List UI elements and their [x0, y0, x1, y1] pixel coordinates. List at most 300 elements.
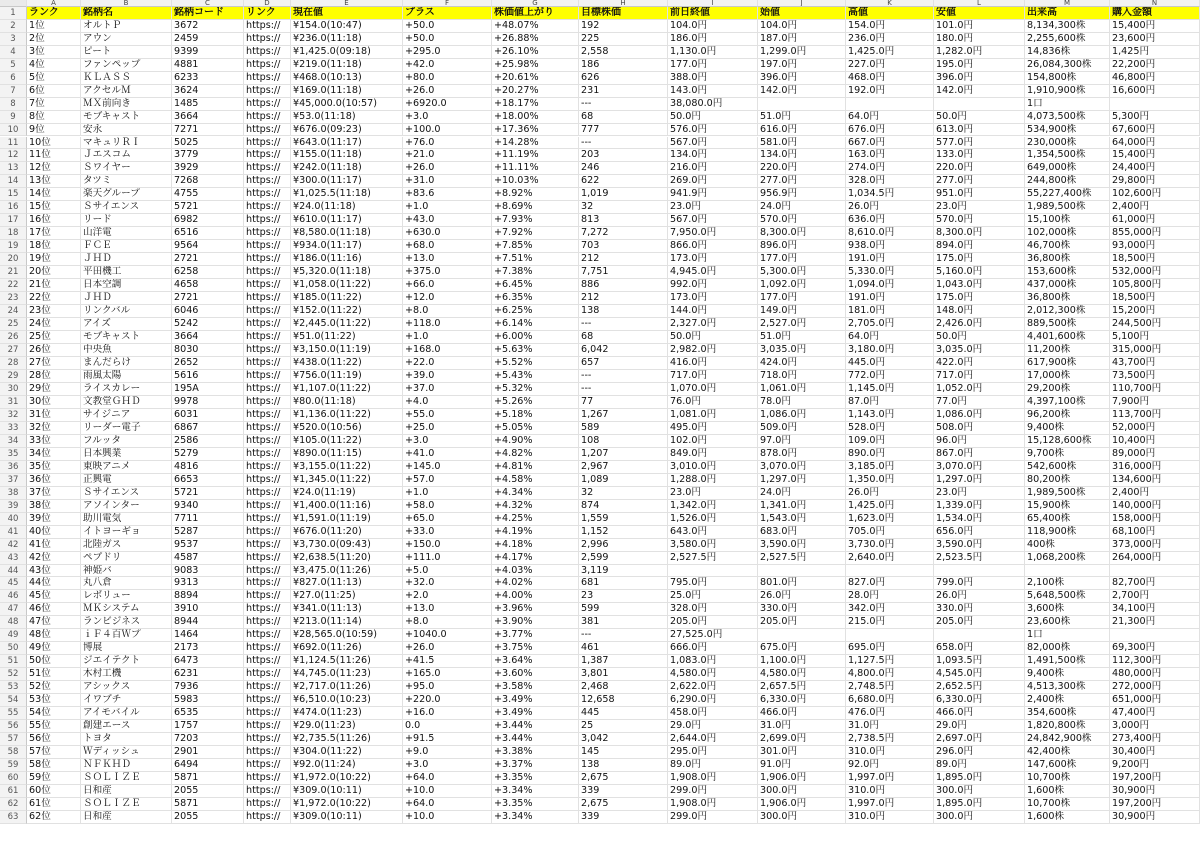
cell-j[interactable]: 6,330.0円 [758, 694, 846, 707]
cell-d[interactable]: https:// [244, 500, 291, 513]
cell-j[interactable]: 1,906.0円 [758, 772, 846, 785]
cell-a[interactable]: 21位 [27, 279, 81, 292]
cell-g[interactable]: +10.03% [492, 175, 579, 188]
cell-f[interactable]: +165.0 [403, 668, 492, 681]
cell-l[interactable]: 300.0円 [934, 785, 1025, 798]
cell-b[interactable]: 日和産 [81, 785, 172, 798]
row-number[interactable]: 1 [0, 7, 27, 20]
cell-b[interactable]: ランビジネス [81, 616, 172, 629]
cell-h[interactable]: 7,751 [579, 266, 668, 279]
row-number[interactable]: 38 [0, 487, 27, 500]
cell-h[interactable]: 445 [579, 707, 668, 720]
cell-e[interactable]: ¥692.0(11:26) [291, 642, 403, 655]
cell-d[interactable]: https:// [244, 370, 291, 383]
cell-f[interactable]: +375.0 [403, 266, 492, 279]
cell-d[interactable]: https:// [244, 513, 291, 526]
cell-a[interactable]: 59位 [27, 772, 81, 785]
cell-k[interactable]: 227.0円 [846, 59, 934, 72]
cell-i[interactable] [668, 565, 758, 578]
cell-g[interactable]: +4.82% [492, 448, 579, 461]
cell-d[interactable]: https:// [244, 603, 291, 616]
cell-j[interactable]: 2,699.0円 [758, 733, 846, 746]
cell-a[interactable]: 41位 [27, 539, 81, 552]
cell-k[interactable] [846, 98, 934, 111]
cell-e[interactable]: ¥242.0(11:18) [291, 162, 403, 175]
cell-b[interactable]: 正興電 [81, 474, 172, 487]
cell-i[interactable]: 416.0円 [668, 357, 758, 370]
cell-l[interactable]: 508.0円 [934, 422, 1025, 435]
cell-k[interactable]: 445.0円 [846, 357, 934, 370]
cell-c[interactable]: 9537 [172, 539, 244, 552]
cell-l[interactable]: 5,160.0円 [934, 266, 1025, 279]
cell-c[interactable]: 7271 [172, 124, 244, 137]
cell-a[interactable]: 31位 [27, 409, 81, 422]
cell-c[interactable]: 6231 [172, 668, 244, 681]
cell-c[interactable]: 4587 [172, 552, 244, 565]
cell-k[interactable] [846, 629, 934, 642]
cell-g[interactable]: +5.43% [492, 370, 579, 383]
cell-h[interactable]: 145 [579, 746, 668, 759]
cell-n[interactable] [1110, 98, 1200, 111]
cell-m[interactable]: 1,600株 [1025, 811, 1110, 824]
cell-e[interactable]: ¥1,400.0(11:16) [291, 500, 403, 513]
cell-n[interactable]: 52,000円 [1110, 422, 1200, 435]
cell-m[interactable]: 26,084,300株 [1025, 59, 1110, 72]
cell-k[interactable]: 310.0円 [846, 785, 934, 798]
cell-l[interactable]: 613.0円 [934, 124, 1025, 137]
cell-m[interactable]: 2,012,300株 [1025, 305, 1110, 318]
cell-i[interactable]: 388.0円 [668, 72, 758, 85]
column-header-g[interactable]: G [492, 0, 579, 7]
cell-f[interactable]: +118.0 [403, 318, 492, 331]
cell-m[interactable]: 4,073,500株 [1025, 111, 1110, 124]
cell-h[interactable]: 599 [579, 603, 668, 616]
cell-g[interactable]: +4.02% [492, 577, 579, 590]
cell-g[interactable]: +4.25% [492, 513, 579, 526]
row-number[interactable]: 29 [0, 370, 27, 383]
cell-i[interactable]: 1,070.0円 [668, 383, 758, 396]
cell-d[interactable]: https:// [244, 448, 291, 461]
cell-j[interactable]: 3,590.0円 [758, 539, 846, 552]
cell-c[interactable]: 4881 [172, 59, 244, 72]
cell-k[interactable]: 1,623.0円 [846, 513, 934, 526]
cell-n[interactable]: 82,700円 [1110, 577, 1200, 590]
cell-f[interactable]: +58.0 [403, 500, 492, 513]
cell-j[interactable]: 149.0円 [758, 305, 846, 318]
cell-d[interactable]: https:// [244, 539, 291, 552]
cell-c[interactable]: 3672 [172, 20, 244, 33]
column-title-e[interactable]: 現在値 [291, 7, 403, 20]
cell-m[interactable]: 42,400株 [1025, 746, 1110, 759]
row-number[interactable]: 17 [0, 214, 27, 227]
cell-c[interactable]: 3910 [172, 603, 244, 616]
cell-c[interactable]: 8894 [172, 590, 244, 603]
cell-m[interactable]: 437,000株 [1025, 279, 1110, 292]
cell-f[interactable]: +95.0 [403, 681, 492, 694]
cell-g[interactable]: +3.49% [492, 707, 579, 720]
cell-c[interactable]: 8030 [172, 344, 244, 357]
cell-m[interactable]: 5,648,500株 [1025, 590, 1110, 603]
cell-f[interactable]: +168.0 [403, 344, 492, 357]
cell-j[interactable]: 424.0円 [758, 357, 846, 370]
cell-l[interactable]: 1,086.0円 [934, 409, 1025, 422]
cell-i[interactable]: 2,622.0円 [668, 681, 758, 694]
row-number[interactable]: 55 [0, 707, 27, 720]
cell-c[interactable]: 5721 [172, 487, 244, 500]
row-number[interactable]: 4 [0, 46, 27, 59]
row-number[interactable]: 46 [0, 590, 27, 603]
cell-c[interactable]: 2173 [172, 642, 244, 655]
cell-i[interactable]: 643.0円 [668, 526, 758, 539]
cell-i[interactable]: 102.0円 [668, 435, 758, 448]
cell-e[interactable]: ¥80.0(11:18) [291, 396, 403, 409]
row-number[interactable]: 63 [0, 811, 27, 824]
cell-m[interactable]: 1,068,200株 [1025, 552, 1110, 565]
cell-l[interactable]: 1,339.0円 [934, 500, 1025, 513]
cell-a[interactable]: 22位 [27, 292, 81, 305]
cell-k[interactable]: 8,610.0円 [846, 227, 934, 240]
column-title-k[interactable]: 高値 [846, 7, 934, 20]
cell-b[interactable]: Ｓワイヤー [81, 162, 172, 175]
cell-f[interactable]: +55.0 [403, 409, 492, 422]
cell-d[interactable]: https:// [244, 20, 291, 33]
cell-k[interactable]: 667.0円 [846, 137, 934, 150]
cell-e[interactable]: ¥1,107.0(11:22) [291, 383, 403, 396]
cell-i[interactable]: 27,525.0円 [668, 629, 758, 642]
cell-e[interactable]: ¥152.0(11:22) [291, 305, 403, 318]
cell-l[interactable] [934, 629, 1025, 642]
cell-g[interactable]: +3.90% [492, 616, 579, 629]
cell-i[interactable]: 567.0円 [668, 214, 758, 227]
row-number[interactable]: 62 [0, 798, 27, 811]
cell-l[interactable]: 50.0円 [934, 111, 1025, 124]
cell-k[interactable]: 938.0円 [846, 240, 934, 253]
column-title-n[interactable]: 購入金額 [1110, 7, 1200, 20]
cell-a[interactable]: 47位 [27, 616, 81, 629]
row-number[interactable]: 53 [0, 681, 27, 694]
cell-a[interactable]: 50位 [27, 655, 81, 668]
row-number[interactable]: 25 [0, 318, 27, 331]
cell-l[interactable]: 205.0円 [934, 616, 1025, 629]
cell-c[interactable]: 5025 [172, 137, 244, 150]
cell-b[interactable]: アイズ [81, 318, 172, 331]
cell-i[interactable]: 143.0円 [668, 85, 758, 98]
cell-e[interactable]: ¥24.0(11:18) [291, 201, 403, 214]
cell-b[interactable]: アシックス [81, 681, 172, 694]
cell-a[interactable]: 25位 [27, 331, 81, 344]
cell-e[interactable]: ¥169.0(11:18) [291, 85, 403, 98]
row-number[interactable]: 9 [0, 111, 27, 124]
row-number[interactable]: 14 [0, 175, 27, 188]
cell-g[interactable]: +18.00% [492, 111, 579, 124]
cell-c[interactable]: 5983 [172, 694, 244, 707]
cell-m[interactable]: 400株 [1025, 539, 1110, 552]
cell-c[interactable]: 1757 [172, 720, 244, 733]
cell-i[interactable]: 666.0円 [668, 642, 758, 655]
cell-i[interactable]: 2,527.5円 [668, 552, 758, 565]
cell-d[interactable]: https:// [244, 733, 291, 746]
cell-a[interactable]: 36位 [27, 474, 81, 487]
cell-l[interactable]: 1,093.5円 [934, 655, 1025, 668]
cell-a[interactable]: 38位 [27, 500, 81, 513]
row-number[interactable]: 50 [0, 642, 27, 655]
cell-a[interactable]: 32位 [27, 422, 81, 435]
cell-d[interactable]: https:// [244, 357, 291, 370]
cell-h[interactable]: 2,675 [579, 798, 668, 811]
cell-e[interactable]: ¥186.0(11:16) [291, 253, 403, 266]
cell-f[interactable]: +150.0 [403, 539, 492, 552]
cell-k[interactable]: 191.0円 [846, 292, 934, 305]
cell-e[interactable]: ¥643.0(11:17) [291, 137, 403, 150]
cell-j[interactable]: 24.0円 [758, 201, 846, 214]
cell-j[interactable]: 675.0円 [758, 642, 846, 655]
cell-f[interactable]: +66.0 [403, 279, 492, 292]
cell-d[interactable]: https:// [244, 162, 291, 175]
row-number[interactable]: 20 [0, 253, 27, 266]
row-number[interactable]: 18 [0, 227, 27, 240]
cell-m[interactable]: 17,000株 [1025, 370, 1110, 383]
cell-b[interactable]: 文教堂ＧＨＤ [81, 396, 172, 409]
cell-n[interactable]: 9,200円 [1110, 759, 1200, 772]
cell-e[interactable]: ¥3,475.0(11:26) [291, 565, 403, 578]
cell-b[interactable]: リード [81, 214, 172, 227]
cell-e[interactable]: ¥827.0(11:13) [291, 577, 403, 590]
cell-i[interactable]: 1,908.0円 [668, 772, 758, 785]
cell-a[interactable]: 35位 [27, 461, 81, 474]
cell-m[interactable]: 617,900株 [1025, 357, 1110, 370]
cell-k[interactable]: 236.0円 [846, 33, 934, 46]
cell-j[interactable]: 3,035.0円 [758, 344, 846, 357]
cell-j[interactable]: 177.0円 [758, 253, 846, 266]
cell-c[interactable]: 2901 [172, 746, 244, 759]
cell-l[interactable]: 77.0円 [934, 396, 1025, 409]
cell-n[interactable]: 197,200円 [1110, 798, 1200, 811]
cell-d[interactable]: https:// [244, 214, 291, 227]
cell-f[interactable]: +37.0 [403, 383, 492, 396]
cell-k[interactable]: 3,730.0円 [846, 539, 934, 552]
cell-m[interactable]: 153,600株 [1025, 266, 1110, 279]
cell-d[interactable]: https:// [244, 201, 291, 214]
column-title-a[interactable]: ランク [27, 7, 81, 20]
cell-m[interactable]: 9,400株 [1025, 422, 1110, 435]
cell-m[interactable]: 10,700株 [1025, 772, 1110, 785]
cell-e[interactable]: ¥2,638.5(11:20) [291, 552, 403, 565]
cell-a[interactable]: 51位 [27, 668, 81, 681]
cell-i[interactable]: 25.0円 [668, 590, 758, 603]
cell-d[interactable]: https:// [244, 487, 291, 500]
cell-g[interactable]: +3.34% [492, 785, 579, 798]
cell-i[interactable]: 295.0円 [668, 746, 758, 759]
cell-e[interactable]: ¥438.0(11:22) [291, 357, 403, 370]
cell-j[interactable]: 1,092.0円 [758, 279, 846, 292]
cell-b[interactable]: モブキャスト [81, 111, 172, 124]
cell-k[interactable]: 31.0円 [846, 720, 934, 733]
cell-n[interactable]: 2,400円 [1110, 487, 1200, 500]
cell-m[interactable]: 534,900株 [1025, 124, 1110, 137]
cell-d[interactable]: https:// [244, 655, 291, 668]
cell-f[interactable]: +22.0 [403, 357, 492, 370]
column-header-k[interactable]: K [846, 0, 934, 7]
cell-g[interactable]: +11.19% [492, 149, 579, 162]
cell-e[interactable]: ¥28,565.0(10:59) [291, 629, 403, 642]
cell-m[interactable]: 1,354,500株 [1025, 149, 1110, 162]
cell-i[interactable]: 495.0円 [668, 422, 758, 435]
row-number[interactable]: 35 [0, 448, 27, 461]
cell-c[interactable]: 7936 [172, 681, 244, 694]
column-title-h[interactable]: 目標株価 [579, 7, 668, 20]
cell-e[interactable]: ¥6,510.0(10:23) [291, 694, 403, 707]
cell-h[interactable]: 2,599 [579, 552, 668, 565]
cell-i[interactable]: 23.0円 [668, 487, 758, 500]
cell-n[interactable]: 68,100円 [1110, 526, 1200, 539]
cell-b[interactable]: リーダー電子 [81, 422, 172, 435]
cell-a[interactable]: 9位 [27, 124, 81, 137]
cell-m[interactable]: 230,000株 [1025, 137, 1110, 150]
cell-c[interactable]: 6516 [172, 227, 244, 240]
cell-k[interactable]: 92.0円 [846, 759, 934, 772]
cell-l[interactable]: 2,426.0円 [934, 318, 1025, 331]
row-number[interactable]: 15 [0, 188, 27, 201]
cell-k[interactable]: 468.0円 [846, 72, 934, 85]
cell-g[interactable]: +26.10% [492, 46, 579, 59]
cell-j[interactable]: 301.0円 [758, 746, 846, 759]
cell-h[interactable]: 203 [579, 149, 668, 162]
row-number[interactable]: 16 [0, 201, 27, 214]
cell-a[interactable]: 23位 [27, 305, 81, 318]
cell-h[interactable]: 1,387 [579, 655, 668, 668]
cell-e[interactable]: ¥1,972.0(10:22) [291, 772, 403, 785]
cell-j[interactable] [758, 629, 846, 642]
cell-i[interactable]: 1,908.0円 [668, 798, 758, 811]
cell-b[interactable]: Ｓサイエンス [81, 201, 172, 214]
row-number[interactable]: 7 [0, 85, 27, 98]
cell-c[interactable]: 2652 [172, 357, 244, 370]
cell-h[interactable]: --- [579, 318, 668, 331]
cell-g[interactable]: +4.90% [492, 435, 579, 448]
cell-b[interactable]: アウン [81, 33, 172, 46]
cell-l[interactable]: 29.0円 [934, 720, 1025, 733]
cell-f[interactable]: +1.0 [403, 201, 492, 214]
cell-a[interactable]: 16位 [27, 214, 81, 227]
cell-m[interactable]: 118,900株 [1025, 526, 1110, 539]
cell-h[interactable]: 32 [579, 201, 668, 214]
column-header-n[interactable]: N [1110, 0, 1200, 7]
cell-n[interactable]: 93,000円 [1110, 240, 1200, 253]
row-number[interactable]: 57 [0, 733, 27, 746]
cell-g[interactable]: +3.77% [492, 629, 579, 642]
cell-h[interactable]: --- [579, 629, 668, 642]
cell-b[interactable]: ＳＯＬＩＺＥ [81, 772, 172, 785]
cell-e[interactable]: ¥1,591.0(11:19) [291, 513, 403, 526]
cell-k[interactable]: 6,680.0円 [846, 694, 934, 707]
cell-d[interactable]: https:// [244, 383, 291, 396]
cell-j[interactable]: 330.0円 [758, 603, 846, 616]
cell-n[interactable]: 61,000円 [1110, 214, 1200, 227]
cell-m[interactable]: 102,000株 [1025, 227, 1110, 240]
cell-a[interactable]: 40位 [27, 526, 81, 539]
cell-f[interactable]: +50.0 [403, 33, 492, 46]
cell-b[interactable]: アイモバイル [81, 707, 172, 720]
cell-l[interactable]: 1,043.0円 [934, 279, 1025, 292]
cell-m[interactable]: 14,836株 [1025, 46, 1110, 59]
cell-g[interactable]: +3.64% [492, 655, 579, 668]
cell-l[interactable]: 26.0円 [934, 590, 1025, 603]
cell-h[interactable]: 231 [579, 85, 668, 98]
cell-h[interactable]: 1,559 [579, 513, 668, 526]
cell-c[interactable]: 3664 [172, 111, 244, 124]
cell-m[interactable]: 10,700株 [1025, 798, 1110, 811]
row-number[interactable]: 13 [0, 162, 27, 175]
cell-c[interactable]: 3929 [172, 162, 244, 175]
cell-h[interactable]: 212 [579, 292, 668, 305]
cell-g[interactable]: +4.18% [492, 539, 579, 552]
cell-f[interactable]: +64.0 [403, 772, 492, 785]
column-header-d[interactable]: D [244, 0, 291, 7]
cell-b[interactable]: ジエイテクト [81, 655, 172, 668]
cell-e[interactable]: ¥45,000.0(10:57) [291, 98, 403, 111]
cell-n[interactable]: 140,000円 [1110, 500, 1200, 513]
cell-k[interactable]: 2,748.5円 [846, 681, 934, 694]
cell-l[interactable]: 3,070.0円 [934, 461, 1025, 474]
cell-c[interactable]: 195A [172, 383, 244, 396]
cell-d[interactable]: https:// [244, 46, 291, 59]
cell-d[interactable]: https:// [244, 422, 291, 435]
cell-g[interactable]: +48.07% [492, 20, 579, 33]
cell-c[interactable]: 5721 [172, 201, 244, 214]
cell-e[interactable]: ¥24.0(11:19) [291, 487, 403, 500]
cell-b[interactable]: タツミ [81, 175, 172, 188]
cell-b[interactable]: 丸八倉 [81, 577, 172, 590]
cell-d[interactable]: https:// [244, 175, 291, 188]
cell-n[interactable]: 5,300円 [1110, 111, 1200, 124]
cell-k[interactable]: 1,145.0円 [846, 383, 934, 396]
cell-b[interactable]: まんだらけ [81, 357, 172, 370]
cell-k[interactable]: 1,425.0円 [846, 500, 934, 513]
cell-c[interactable]: 6031 [172, 409, 244, 422]
cell-e[interactable]: ¥1,425.0(09:18) [291, 46, 403, 59]
cell-g[interactable]: +3.60% [492, 668, 579, 681]
cell-j[interactable]: 683.0円 [758, 526, 846, 539]
cell-c[interactable]: 2459 [172, 33, 244, 46]
cell-i[interactable]: 186.0円 [668, 33, 758, 46]
row-number[interactable]: 42 [0, 539, 27, 552]
cell-a[interactable]: 42位 [27, 552, 81, 565]
cell-g[interactable]: +5.63% [492, 344, 579, 357]
cell-f[interactable]: +31.0 [403, 175, 492, 188]
cell-a[interactable]: 14位 [27, 188, 81, 201]
cell-g[interactable]: +20.61% [492, 72, 579, 85]
cell-l[interactable]: 422.0円 [934, 357, 1025, 370]
cell-k[interactable]: 636.0円 [846, 214, 934, 227]
cell-b[interactable]: レボリュー [81, 590, 172, 603]
cell-k[interactable]: 1,094.0円 [846, 279, 934, 292]
cell-h[interactable]: 874 [579, 500, 668, 513]
cell-f[interactable]: 0.0 [403, 720, 492, 733]
cell-k[interactable]: 3,185.0円 [846, 461, 934, 474]
cell-e[interactable]: ¥2,717.0(11:26) [291, 681, 403, 694]
row-number[interactable]: 39 [0, 500, 27, 513]
cell-g[interactable]: +4.00% [492, 590, 579, 603]
cell-j[interactable]: 5,300.0円 [758, 266, 846, 279]
cell-e[interactable]: ¥304.0(11:22) [291, 746, 403, 759]
cell-a[interactable]: 60位 [27, 785, 81, 798]
cell-e[interactable]: ¥4,745.0(11:23) [291, 668, 403, 681]
cell-n[interactable]: 273,400円 [1110, 733, 1200, 746]
cell-b[interactable]: ＮＦＫＨＤ [81, 759, 172, 772]
cell-a[interactable]: 6位 [27, 85, 81, 98]
cell-i[interactable]: 2,327.0円 [668, 318, 758, 331]
cell-l[interactable]: 396.0円 [934, 72, 1025, 85]
